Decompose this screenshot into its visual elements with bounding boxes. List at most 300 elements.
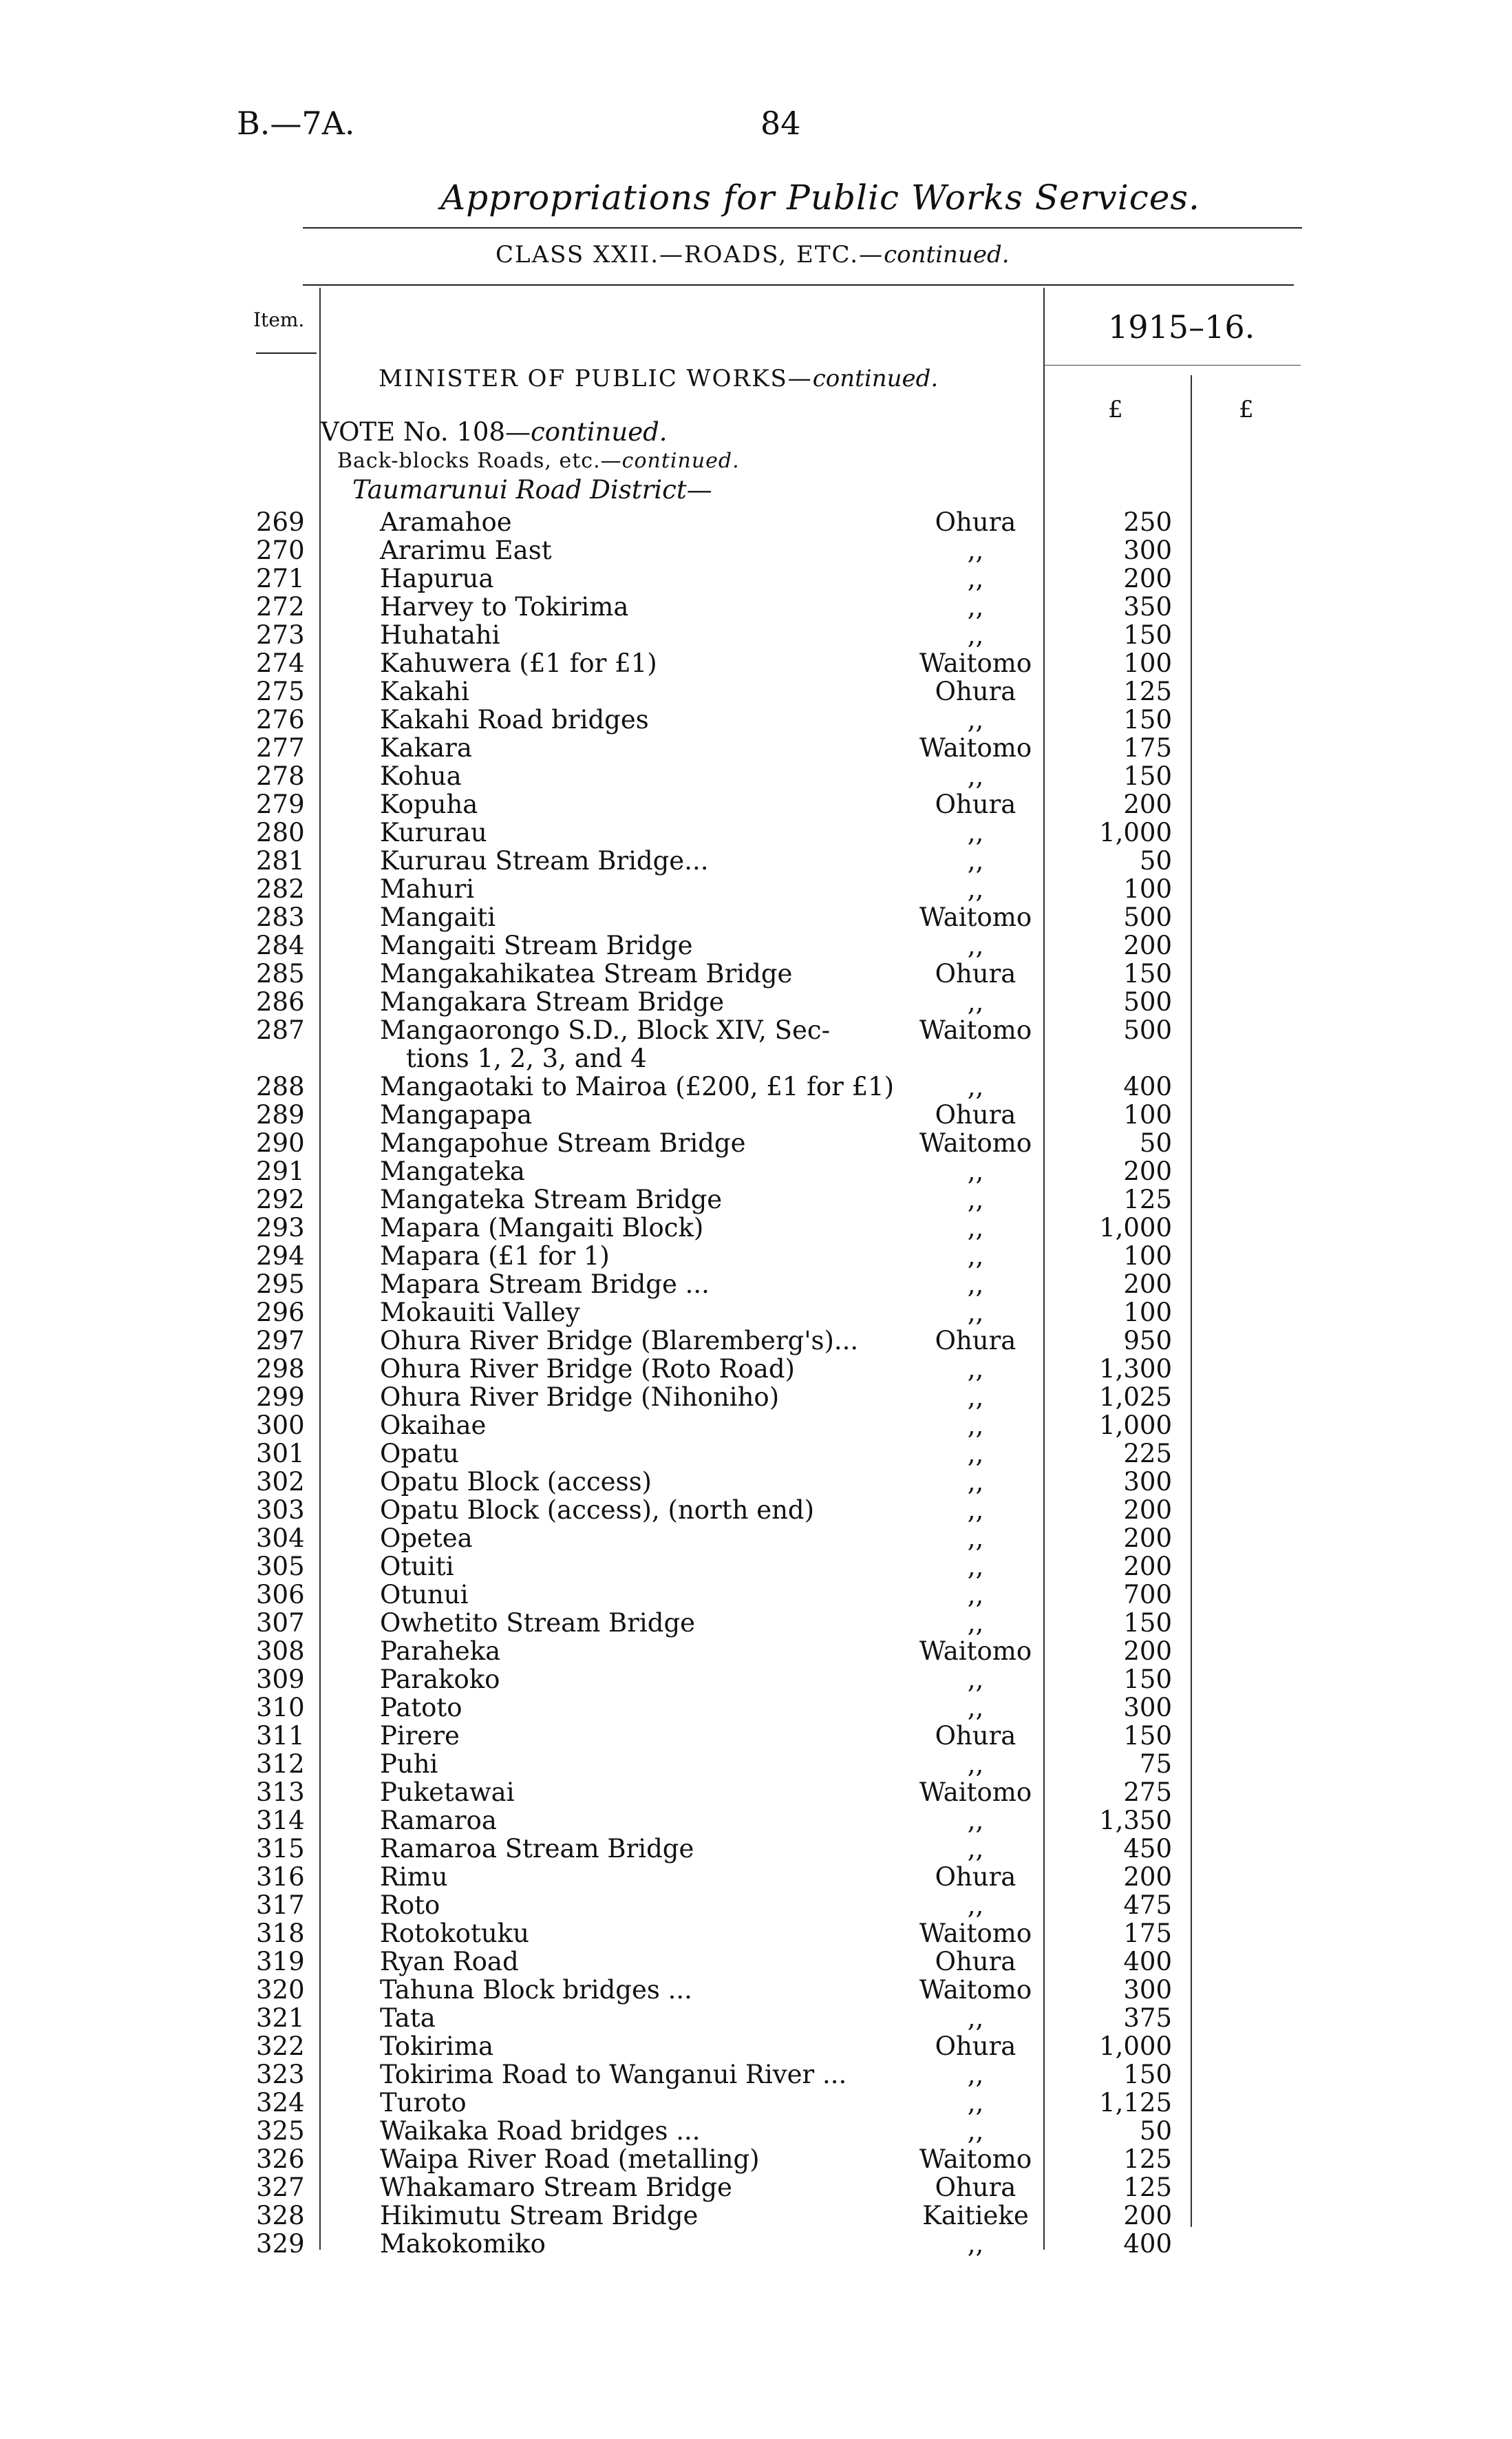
table-row	[0, 1806, 1512, 1835]
item-number: 315	[256, 1834, 305, 1863]
county-name: Waitomo	[919, 648, 1032, 678]
item-number: 293	[256, 1213, 305, 1243]
table-row	[0, 1355, 1512, 1383]
amount-value: 1,025	[1099, 1382, 1172, 1412]
table-row	[0, 1298, 1512, 1327]
amount-value: 200	[1123, 1552, 1172, 1581]
item-name: Mangaiti Stream Bridge	[380, 931, 693, 960]
table-row	[0, 593, 1512, 621]
item-name: Ramaroa	[380, 1806, 497, 1835]
item-name: Rotokotuku	[380, 1919, 529, 1948]
table-row	[0, 2202, 1512, 2230]
amount-value: 500	[1123, 902, 1172, 932]
item-name: Pirere	[380, 1721, 460, 1751]
table-row	[0, 875, 1512, 903]
item-name: Mokauiti Valley	[380, 1298, 580, 1327]
item-name: Hikimutu Stream Bridge	[380, 2201, 699, 2230]
amount-value: 1,125	[1099, 2088, 1172, 2118]
county-name: ,,	[967, 1241, 984, 1271]
table-row	[0, 1383, 1512, 1411]
item-name: Tokirima Road to Wanganui River ...	[380, 2060, 847, 2089]
table-row	[0, 1919, 1512, 1947]
table-row	[0, 2032, 1512, 2060]
table-row	[0, 1101, 1512, 1129]
item-name: Mangakahikatea Stream Bridge	[380, 959, 793, 989]
item-number: 299	[256, 1382, 305, 1412]
item-number: 300	[256, 1411, 305, 1440]
item-number: 295	[256, 1269, 305, 1299]
year-column-header: 1915–16.	[1108, 308, 1255, 346]
item-number: 282	[256, 874, 305, 904]
divider	[256, 352, 317, 354]
item-number: 326	[256, 2144, 305, 2174]
item-number: 294	[256, 1241, 305, 1271]
item-number: 324	[256, 2088, 305, 2118]
county-name: ,,	[967, 2003, 984, 2033]
amount-value: 350	[1123, 592, 1172, 622]
item-number: 297	[256, 1326, 305, 1355]
table-row	[0, 1976, 1512, 2004]
item-name: Kakara	[380, 733, 472, 763]
amount-value: 1,000	[1099, 1213, 1172, 1243]
item-name: Tahuna Block bridges ...	[380, 1975, 692, 2005]
amount-value: 100	[1123, 874, 1172, 904]
amount-value: 1,300	[1099, 1354, 1172, 1384]
item-name: Hapurua	[380, 564, 494, 593]
amount-value: 200	[1123, 790, 1172, 819]
item-name: Mangaorongo S.D., Block XIV, Sec-	[380, 1015, 831, 1045]
item-name: Kakahi Road bridges	[380, 705, 649, 735]
item-name: Mapara (Mangaiti Block)	[380, 1213, 704, 1243]
table-row	[0, 677, 1512, 706]
table-row	[0, 508, 1512, 536]
amount-value: 200	[1123, 1157, 1172, 1186]
county-name: Ohura	[935, 507, 1016, 537]
table-row	[0, 903, 1512, 931]
item-name: Tokirima	[380, 2031, 494, 2061]
item-number: 325	[256, 2116, 305, 2146]
item-number: 281	[256, 846, 305, 876]
item-name: Waipa River Road (metalling)	[380, 2144, 760, 2174]
county-name: ,,	[967, 874, 984, 904]
table-row	[0, 536, 1512, 564]
amount-value: 100	[1123, 1241, 1172, 1271]
item-name: Kururau Stream Bridge...	[380, 846, 709, 876]
county-name: Kaitieke	[922, 2201, 1029, 2230]
vote-continued: continued.	[531, 417, 668, 447]
table-row	[0, 819, 1512, 847]
currency-label: £	[1108, 396, 1123, 423]
amount-value: 125	[1123, 2144, 1172, 2174]
item-name: Okaihae	[380, 1411, 487, 1440]
amount-value: 500	[1123, 987, 1172, 1017]
table-row	[0, 1947, 1512, 1976]
amount-value: 75	[1139, 1749, 1172, 1779]
item-number: 272	[256, 592, 305, 622]
county-name: ,,	[967, 1157, 984, 1186]
county-name: ,,	[967, 1467, 984, 1497]
table-row	[0, 2230, 1512, 2258]
table-row	[0, 960, 1512, 988]
amount-value: 950	[1123, 1326, 1172, 1355]
county-name: Waitomo	[919, 733, 1032, 763]
amount-value: 1,000	[1099, 1411, 1172, 1440]
table-row	[0, 790, 1512, 819]
item-name: Opatu	[380, 1439, 459, 1468]
class-title	[496, 241, 1010, 268]
county-name: Waitomo	[919, 1636, 1032, 1666]
table-row	[0, 1637, 1512, 1665]
item-number: 328	[256, 2201, 305, 2230]
amount-value: 300	[1123, 1975, 1172, 2005]
county-name: ,,	[967, 2229, 984, 2259]
item-name: Mapara (£1 for 1)	[380, 1241, 610, 1271]
table-row	[0, 2117, 1512, 2145]
amount-value: 150	[1123, 1721, 1172, 1751]
item-number: 284	[256, 931, 305, 960]
item-number: 291	[256, 1157, 305, 1186]
county-name: Ohura	[935, 1326, 1016, 1355]
table-row	[0, 1835, 1512, 1863]
county-name: Waitomo	[919, 1128, 1032, 1158]
table-row	[0, 2089, 1512, 2117]
item-name: Ohura River Bridge (Nihoniho)	[380, 1382, 780, 1412]
item-number: 287	[256, 1015, 305, 1045]
county-name: ,,	[967, 846, 984, 876]
class-title-continued: continued.	[884, 241, 1010, 268]
item-name: Mangaotaki to Mairoa (£200, £1 for £1)	[380, 1072, 895, 1101]
item-column-header: Item.	[253, 308, 305, 331]
amount-value: 375	[1123, 2003, 1172, 2033]
table-row	[0, 564, 1512, 593]
table-row	[0, 1327, 1512, 1355]
amount-value: 275	[1123, 1777, 1172, 1807]
item-number: 296	[256, 1298, 305, 1327]
table-row	[0, 988, 1512, 1016]
item-number: 270	[256, 536, 305, 565]
item-number: 312	[256, 1749, 305, 1779]
item-number: 322	[256, 2031, 305, 2061]
item-number: 329	[256, 2229, 305, 2259]
county-name: ,,	[967, 1580, 984, 1609]
ministry-heading-continued: continued.	[812, 365, 939, 392]
item-number: 288	[256, 1072, 305, 1101]
item-name: Mangateka Stream Bridge	[380, 1185, 723, 1214]
table-row	[0, 1468, 1512, 1496]
page-title: Appropriations for Public Works Services.	[440, 178, 1200, 218]
table-row	[0, 1073, 1512, 1101]
county-name: ,,	[967, 2060, 984, 2089]
county-name: Ohura	[935, 2031, 1016, 2061]
item-name: Mangapohue Stream Bridge	[380, 1128, 746, 1158]
amount-value: 150	[1123, 1665, 1172, 1694]
item-name: Kururau	[380, 818, 487, 847]
county-name: ,,	[967, 1411, 984, 1440]
item-number: 279	[256, 790, 305, 819]
county-name: ,,	[967, 1495, 984, 1525]
item-number: 304	[256, 1523, 305, 1553]
item-name: Otuiti	[380, 1552, 454, 1581]
item-number: 316	[256, 1862, 305, 1892]
amount-value: 200	[1123, 1636, 1172, 1666]
table-row	[0, 1581, 1512, 1609]
county-name: ,,	[967, 1439, 984, 1468]
table-row	[0, 931, 1512, 960]
county-name: Waitomo	[919, 1975, 1032, 2005]
item-name: Parakoko	[380, 1665, 500, 1694]
item-number: 283	[256, 902, 305, 932]
item-number: 273	[256, 620, 305, 650]
divider	[1045, 365, 1301, 366]
county-name: ,,	[967, 592, 984, 622]
amount-value: 125	[1123, 1185, 1172, 1214]
amount-value: 250	[1123, 507, 1172, 537]
item-number: 301	[256, 1439, 305, 1468]
table-row	[0, 2173, 1512, 2202]
amount-value: 50	[1139, 2116, 1172, 2146]
item-name-continuation: tions 1, 2, 3, and 4	[406, 1044, 647, 1073]
item-number: 285	[256, 959, 305, 989]
item-name: Paraheka	[380, 1636, 501, 1666]
item-name: Kopuha	[380, 790, 478, 819]
table-row	[0, 2004, 1512, 2032]
table-row	[0, 1439, 1512, 1468]
county-name: ,,	[967, 1213, 984, 1243]
item-number: 290	[256, 1128, 305, 1158]
page-number: 84	[760, 105, 801, 142]
amount-value: 450	[1123, 1834, 1172, 1863]
county-name: Waitomo	[919, 1919, 1032, 1948]
item-number: 274	[256, 648, 305, 678]
county-name: ,,	[967, 1693, 984, 1722]
item-name: Mangaiti	[380, 902, 496, 932]
table-row	[0, 1552, 1512, 1581]
table-row	[0, 1524, 1512, 1552]
ministry-heading-main: MINISTER OF PUBLIC WORKS—	[379, 365, 813, 392]
county-name: ,,	[967, 564, 984, 593]
county-name: ,,	[967, 1523, 984, 1553]
item-name: Opetea	[380, 1523, 473, 1553]
table-row	[0, 1496, 1512, 1524]
county-name: ,,	[967, 536, 984, 565]
county-name: ,,	[967, 2116, 984, 2146]
amount-value: 400	[1123, 1947, 1172, 1976]
item-name: Ohura River Bridge (Blaremberg's)...	[380, 1326, 859, 1355]
table-row	[0, 1270, 1512, 1298]
amount-value: 400	[1123, 2229, 1172, 2259]
divider	[303, 284, 1294, 286]
item-name: Kahuwera (£1 for £1)	[380, 648, 657, 678]
item-number: 302	[256, 1467, 305, 1497]
amount-value: 125	[1123, 2173, 1172, 2202]
item-number: 311	[256, 1721, 305, 1751]
item-number: 271	[256, 564, 305, 593]
amount-value: 175	[1123, 733, 1172, 763]
item-number: 327	[256, 2173, 305, 2202]
item-number: 314	[256, 1806, 305, 1835]
item-name: Aramahoe	[380, 507, 512, 537]
county-name: Ohura	[935, 1862, 1016, 1892]
item-name: Ohura River Bridge (Roto Road)	[380, 1354, 795, 1384]
county-name: ,,	[967, 1185, 984, 1214]
item-name: Ramaroa Stream Bridge	[380, 1834, 694, 1863]
county-name: ,,	[967, 1665, 984, 1694]
amount-value: 300	[1123, 1467, 1172, 1497]
item-name: Opatu Block (access), (north end)	[380, 1495, 815, 1525]
amount-value: 200	[1123, 931, 1172, 960]
item-number: 292	[256, 1185, 305, 1214]
vote-heading	[321, 417, 668, 447]
currency-label: £	[1239, 396, 1254, 423]
table-row	[0, 1778, 1512, 1806]
county-name: ,,	[967, 1298, 984, 1327]
table-row	[0, 1609, 1512, 1637]
item-name: Makokomiko	[380, 2229, 546, 2259]
divider	[303, 227, 1302, 229]
item-name: Ryan Road	[380, 1947, 519, 1976]
county-name: Waitomo	[919, 1777, 1032, 1807]
item-name: Kohua	[380, 761, 462, 791]
item-number: 308	[256, 1636, 305, 1666]
county-name: ,,	[967, 1834, 984, 1863]
amount-value: 400	[1123, 1072, 1172, 1101]
table-row	[0, 2145, 1512, 2173]
county-name: ,,	[967, 987, 984, 1017]
amount-value: 200	[1123, 2201, 1172, 2230]
item-number: 323	[256, 2060, 305, 2089]
county-name: ,,	[967, 1354, 984, 1384]
item-name: Owhetito Stream Bridge	[380, 1608, 696, 1638]
item-number: 310	[256, 1693, 305, 1722]
county-name: Ohura	[935, 790, 1016, 819]
amount-value: 200	[1123, 1495, 1172, 1525]
amount-value: 1,000	[1099, 2031, 1172, 2061]
item-number: 298	[256, 1354, 305, 1384]
amount-value: 1,000	[1099, 818, 1172, 847]
county-name: ,,	[967, 761, 984, 791]
amount-value: 200	[1123, 1523, 1172, 1553]
amount-value: 150	[1123, 761, 1172, 791]
item-number: 319	[256, 1947, 305, 1976]
item-name: Ararimu East	[380, 536, 552, 565]
county-name: ,,	[967, 1608, 984, 1638]
item-name: Mangakara Stream Bridge	[380, 987, 725, 1017]
amount-value: 50	[1139, 1128, 1172, 1158]
table-row	[0, 847, 1512, 875]
county-name: ,,	[967, 931, 984, 960]
county-name: ,,	[967, 1552, 984, 1581]
item-number: 309	[256, 1665, 305, 1694]
item-number: 276	[256, 705, 305, 735]
ministry-heading	[379, 365, 938, 392]
amount-value: 200	[1123, 564, 1172, 593]
amount-value: 300	[1123, 1693, 1172, 1722]
item-number: 280	[256, 818, 305, 847]
amount-value: 175	[1123, 1919, 1172, 1948]
item-name: Whakamaro Stream Bridge	[380, 2173, 732, 2202]
amount-value: 500	[1123, 1015, 1172, 1045]
item-name: Patoto	[380, 1693, 462, 1722]
table-row	[0, 1722, 1512, 1750]
item-name: Harvey to Tokirima	[380, 592, 629, 622]
county-name: ,,	[967, 1749, 984, 1779]
county-name: ,,	[967, 818, 984, 847]
item-number: 303	[256, 1495, 305, 1525]
item-number: 289	[256, 1100, 305, 1130]
item-name: Waikaka Road bridges ...	[380, 2116, 701, 2146]
item-name: Puketawai	[380, 1777, 515, 1807]
item-name: Tata	[380, 2003, 436, 2033]
item-name: Otunui	[380, 1580, 469, 1609]
item-number: 277	[256, 733, 305, 763]
item-number: 321	[256, 2003, 305, 2033]
amount-value: 200	[1123, 1862, 1172, 1892]
item-number: 306	[256, 1580, 305, 1609]
county-name: Ohura	[935, 677, 1016, 706]
amount-value: 150	[1123, 620, 1172, 650]
table-row	[0, 2060, 1512, 2089]
amount-value: 700	[1123, 1580, 1172, 1609]
county-name: ,,	[967, 1890, 984, 1920]
amount-value: 200	[1123, 1269, 1172, 1299]
item-number: 269	[256, 507, 305, 537]
table-row	[0, 1411, 1512, 1439]
table-row	[0, 1185, 1512, 1214]
amount-value: 100	[1123, 1298, 1172, 1327]
item-name: Mangapapa	[380, 1100, 533, 1130]
table-row	[0, 649, 1512, 677]
county-name: Waitomo	[919, 902, 1032, 932]
vote-label: VOTE No. 108—	[321, 417, 531, 447]
table-row	[0, 1891, 1512, 1919]
amount-value: 225	[1123, 1439, 1172, 1468]
table-row	[0, 1750, 1512, 1778]
item-number: 286	[256, 987, 305, 1017]
table-row	[0, 1016, 1512, 1073]
county-name: ,,	[967, 1072, 984, 1101]
item-name: Mangateka	[380, 1157, 525, 1186]
item-number: 320	[256, 1975, 305, 2005]
county-name: Ohura	[935, 2173, 1016, 2202]
county-name: ,,	[967, 1806, 984, 1835]
item-number: 313	[256, 1777, 305, 1807]
item-name: Mahuri	[380, 874, 475, 904]
county-name: ,,	[967, 2088, 984, 2118]
item-number: 318	[256, 1919, 305, 1948]
section-heading-continued: continued.	[621, 449, 740, 473]
table-row	[0, 621, 1512, 649]
amount-value: 300	[1123, 536, 1172, 565]
amount-value: 150	[1123, 959, 1172, 989]
amount-value: 475	[1123, 1890, 1172, 1920]
item-name: Mapara Stream Bridge ...	[380, 1269, 710, 1299]
district-heading: Taumarunui Road District—	[352, 475, 712, 505]
item-number: 317	[256, 1890, 305, 1920]
table-row	[0, 1242, 1512, 1270]
table-row	[0, 762, 1512, 790]
county-name: Ohura	[935, 959, 1016, 989]
county-name: Ohura	[935, 1100, 1016, 1130]
amount-value: 100	[1123, 1100, 1172, 1130]
county-name: ,,	[967, 620, 984, 650]
amount-value: 125	[1123, 677, 1172, 706]
table-row	[0, 1129, 1512, 1157]
amount-value: 100	[1123, 648, 1172, 678]
county-name: ,,	[967, 1382, 984, 1412]
county-name: Waitomo	[919, 2144, 1032, 2174]
amount-value: 150	[1123, 1608, 1172, 1638]
item-name: Kakahi	[380, 677, 469, 706]
